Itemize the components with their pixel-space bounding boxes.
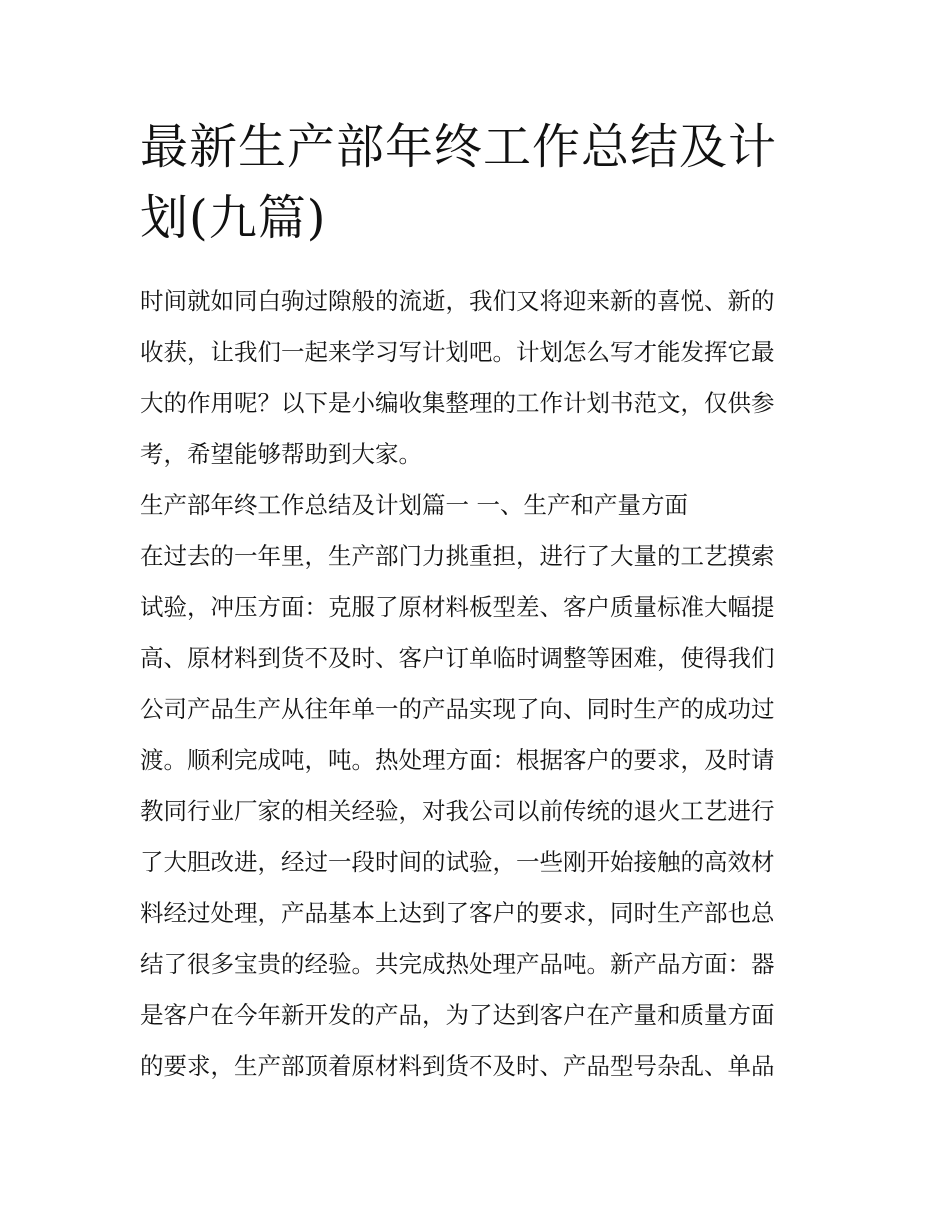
- body-line: 是客户在今年新开发的产品，为了达到客户在产量和质量方面: [140, 1001, 775, 1029]
- body-line: 在过去的一年里，生产部门力挑重担，进行了大量的工艺摸索: [140, 542, 775, 570]
- body-line: 结了很多宝贵的经验。共完成热处理产品吨。新产品方面：器: [140, 950, 775, 978]
- intro-line: 收获，让我们一起来学习写计划吧。计划怎么写才能发挥它最: [140, 338, 775, 366]
- body-line: 渡。顺利完成吨，吨。热处理方面：根据客户的要求，及时请: [140, 746, 775, 774]
- body-line: 料经过处理，产品基本上达到了客户的要求，同时生产部也总: [140, 899, 775, 927]
- body-line: 教同行业厂家的相关经验，对我公司以前传统的退火工艺进行: [140, 797, 775, 825]
- intro-line: 时间就如同白驹过隙般的流逝，我们又将迎来新的喜悦、新的: [140, 287, 775, 315]
- body-line: 的要求，生产部顶着原材料到货不及时、产品型号杂乱、单品: [140, 1052, 775, 1080]
- intro-line: 考，希望能够帮助到大家。: [140, 440, 422, 468]
- document-title: [140, 112, 820, 254]
- body-line: 高、原材料到货不及时、客户订单临时调整等困难，使得我们: [140, 644, 775, 672]
- body-line: 公司产品生产从往年单一的产品实现了向、同时生产的成功过: [140, 695, 775, 723]
- body-line: 了大胆改进，经过一段时间的试验，一些刚开始接触的高效材: [140, 848, 775, 876]
- title-line: 最新生产部年终工作总结及计: [140, 119, 778, 175]
- section-heading: 生产部年终工作总结及计划篇一 一、生产和产量方面: [140, 491, 688, 519]
- intro-line: 大的作用呢？以下是小编收集整理的工作计划书范文，仅供参: [140, 389, 775, 417]
- title-line: 划(九篇): [140, 190, 327, 246]
- body-line: 试验，冲压方面：克服了原材料板型差、客户质量标准大幅提: [140, 593, 775, 621]
- document-body: [140, 276, 820, 1092]
